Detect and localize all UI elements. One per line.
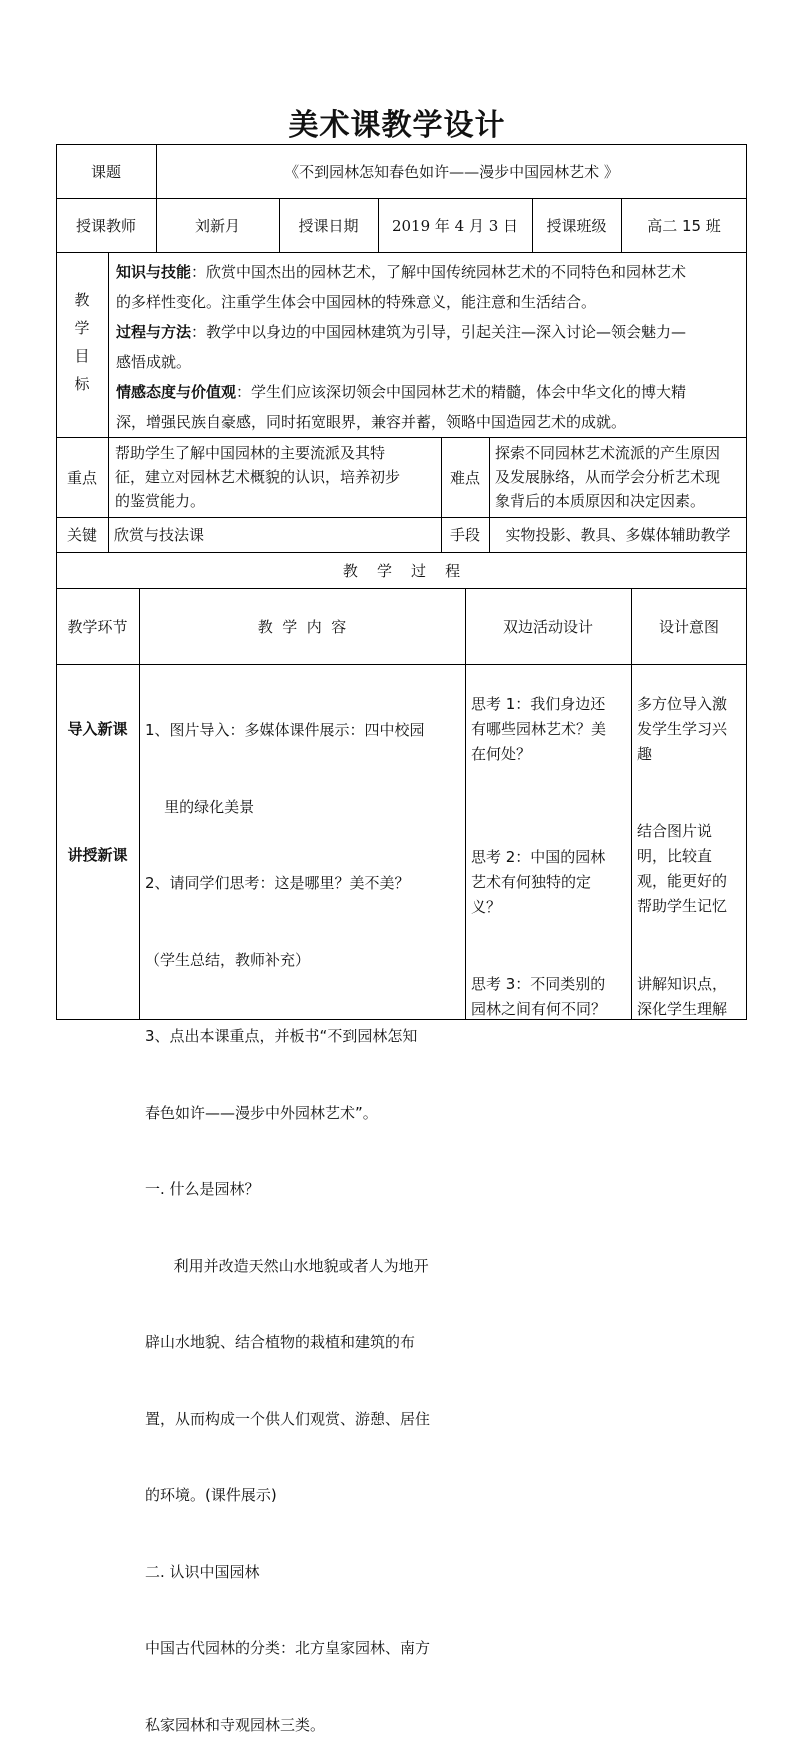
means-value: 实物投影、教具、多媒体辅助教学	[505, 526, 731, 544]
key-content: 帮助学生了解中国园林的主要流派及其特 征，建立对园林艺术概貌的认识，培养初步 的鉴赏能力。	[115, 444, 401, 510]
means-label: 手段	[449, 526, 480, 544]
topic-label: 课题	[90, 162, 121, 181]
stage-intro: 导入新课	[67, 720, 128, 738]
intent-2: 结合图片说 明，比较直 观，能更好的 帮助学生记忆	[637, 822, 728, 915]
class-value: 高二 15 班	[647, 216, 721, 235]
stage-new: 讲授新课	[67, 846, 128, 864]
objectives-label: 教 学 目 标	[74, 291, 90, 393]
document-title: 美术课教学设计	[288, 108, 506, 143]
objective-knowledge: 知识与技能：欣赏中国杰出的园林艺术，了解中国传统园林艺术的不同特色和园林艺术	[116, 263, 687, 281]
col-stage-header: 教学环节	[67, 617, 128, 636]
intent-1: 多方位导入激 发学生学习兴 趣	[637, 695, 728, 763]
col-content-header: 教 学 内 容	[257, 617, 347, 636]
activity-1: 思考 1：我们身边还 有哪些园林艺术？美 在何处？	[471, 695, 607, 763]
activity-3: 思考 3：不同类别的 园林之间有何不同？	[471, 975, 607, 1018]
crux-value: 欣赏与技法课	[114, 526, 205, 544]
class-label: 授课班级	[546, 216, 607, 235]
date-label: 授课日期	[298, 216, 359, 235]
objective-attitude: 情感态度与价值观：学生们应该深切领会中国园林艺术的精髓，体会中华文化的博大精	[116, 383, 687, 401]
objective-process: 过程与方法：教学中以身边的中国园林建筑为引导，引起关注—深入讨论—领会魅力—	[116, 323, 687, 341]
topic-value: 《不到园林怎知春色如许——漫步中国园林艺术 》	[284, 162, 619, 181]
objectives-content: 知识与技能：欣赏中国杰出的园林艺术，了解中国传统园林艺术的不同特色和园林艺术 的多样性变化。注重学生体会中国园林的特殊意义，能注意和生活结合。 过程与方法：教学中以身边的中国园林建筑为引导，引起关注—深入讨论—领会魅力— 感悟成就。 情感态度与价值观：学生们应该深切领会中国园林艺术的精髓，体会中华文化的博大精 深，增强民族自豪感，同时拓宽眼界，兼容并蓄，领略中国造园艺术的成就。	[116, 257, 744, 437]
teacher-value: 刘新月	[194, 216, 240, 235]
col-intent-header: 设计意图	[658, 617, 719, 636]
difficult-label: 难点	[449, 468, 480, 487]
process-header: 教 学 过 程	[342, 561, 461, 580]
teacher-label: 授课教师	[75, 216, 136, 235]
teaching-content: 1、图片导入：多媒体课件展示：四中校园 里的绿化美景 2、请同学们思考：这是哪里？美不美？ （学生总结，教师补充） 3、点出本课重点，并板书“不到园林怎知 春色如许——漫步中外园林艺术”。 一. 什么是园林？ 利用并改造天然山水地貌或者人为地开 辟山水地貌、结合植物的栽植和建筑的布 置，从而构成一个供人们观赏、游憩、居住 的环境。(课件展示) 二. 认识中国园林 中国古代园林的分类：北方皇家园林、南方 私家园林和寺观园林三类。	[145, 721, 431, 1734]
intent-3: 讲解知识点， 深化学生理解	[637, 975, 728, 1018]
key-label: 重点	[66, 468, 97, 487]
date-value: 2019 年 4 月 3 日	[391, 216, 519, 235]
crux-label: 关键	[66, 526, 97, 544]
col-activity-header: 双边活动设计	[502, 617, 593, 636]
activity-2: 思考 2：中国的园林 艺术有何独特的定 义？	[471, 848, 606, 916]
difficult-content: 探索不同园林艺术流派的产生原因 及发展脉络，从而学会分析艺术现 象背后的本质原因和决定因素。	[495, 444, 721, 510]
